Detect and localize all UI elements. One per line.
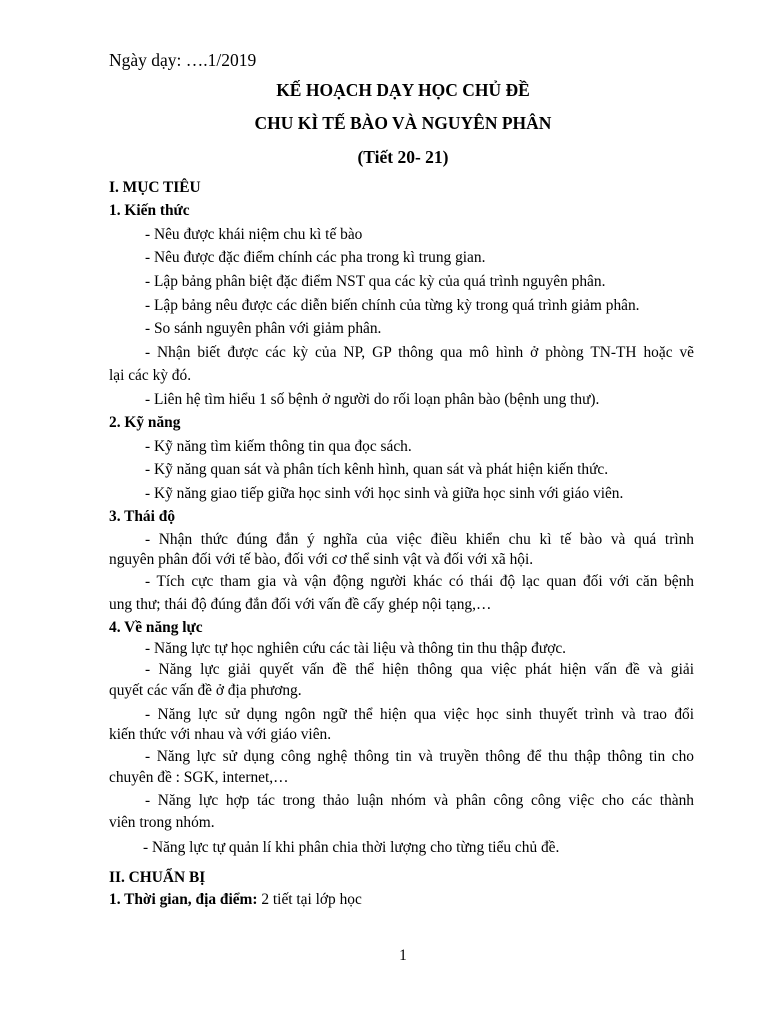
section-heading-objectives: I. MỤC TIÊU — [109, 179, 201, 196]
knowledge-item: - Liên hệ tìm hiểu 1 số bệnh ở người do rối loạn phân bào (bệnh ung thư). — [145, 391, 600, 408]
competence-item-continuation: quyết các vấn đề ở địa phương. — [109, 682, 302, 699]
knowledge-item: - Nêu được khái niệm chu kì tế bào — [145, 226, 363, 243]
competence-item-continuation: chuyên đề : SGK, internet,… — [109, 769, 289, 786]
subheading-skills: 2. Kỹ năng — [109, 414, 181, 431]
competence-item: - Năng lực sử dụng ngôn ngữ thể hiện qua việc học sinh thuyết trình và trao đổi — [145, 706, 694, 723]
subheading-attitude: 3. Thái độ — [109, 508, 176, 525]
competence-item: - Năng lực giải quyết vấn đề thể hiện thông qua việc phát hiện vấn đề và giải — [145, 661, 694, 678]
competence-item: - Năng lực tự quản lí khi phân chia thời lượng cho từng tiểu chủ đề. — [143, 839, 560, 856]
attitude-item-continuation: ung thư; thái độ đúng đắn đối với vấn đề cấy ghép nội tạng,… — [109, 596, 492, 613]
topic-title: CHU KÌ TẾ BÀO VÀ NGUYÊN PHÂN — [254, 113, 552, 133]
attitude-item: - Tích cực tham gia và vận động người khác có thái độ lạc quan đối với căn bệnh — [145, 573, 694, 590]
competence-item-continuation: viên trong nhóm. — [109, 814, 215, 831]
time-place-label: 1. Thời gian, địa điểm: — [109, 891, 258, 908]
competence-item: - Năng lực sử dụng công nghệ thông tin và truyền thông để thu thập thông tin cho — [145, 748, 694, 765]
subheading-knowledge: 1. Kiến thức — [109, 202, 190, 219]
skill-item: - Kỹ năng tìm kiếm thông tin qua đọc sách. — [145, 438, 412, 455]
competence-item-continuation: kiến thức với nhau và với giáo viên. — [109, 726, 332, 743]
competence-item: - Năng lực hợp tác trong thảo luận nhóm và phân công công việc cho các thành — [145, 792, 694, 809]
skill-item: - Kỹ năng giao tiếp giữa học sinh với học sinh và giữa học sinh với giáo viên. — [145, 485, 624, 502]
knowledge-item: - Lập bảng phân biệt đặc điểm NST qua các kỳ của quá trình nguyên phân. — [145, 273, 606, 290]
knowledge-item-continuation: lại các kỳ đó. — [109, 367, 192, 384]
attitude-item: - Nhận thức đúng đắn ý nghĩa của việc điều khiển chu kì tế bào và quá trình — [145, 531, 694, 548]
time-place-line — [109, 890, 694, 910]
knowledge-item: - Lập bảng nêu được các diễn biến chính của từng kỳ trong quá trình giảm phân. — [145, 297, 640, 314]
competence-item: - Năng lực tự học nghiên cứu các tài liệu và thông tin thu thập được. — [145, 640, 567, 657]
knowledge-item: - Nhận biết được các kỳ của NP, GP thông qua mô hình ở phòng TN-TH hoặc vẽ — [145, 344, 694, 361]
section-heading-preparation: II. CHUẨN BỊ — [109, 869, 206, 886]
page-number: 1 — [399, 947, 407, 964]
knowledge-item: - Nêu được đặc điểm chính các pha trong kì trung gian. — [145, 249, 486, 266]
teaching-date: Ngày dạy: ….1/2019 — [109, 50, 257, 70]
document-title: KẾ HOẠCH DẠY HỌC CHỦ ĐỀ — [276, 80, 530, 100]
skill-item: - Kỹ năng quan sát và phân tích kênh hình, quan sát và phát hiện kiến thức. — [145, 461, 609, 478]
time-place-value: 2 tiết tại lớp học — [257, 891, 362, 908]
attitude-item-continuation: nguyên phân đối với tế bào, đối với cơ thể sinh vật và đối với xã hội. — [109, 551, 534, 568]
subheading-competence: 4. Về năng lực — [109, 619, 203, 636]
lesson-period: (Tiết 20- 21) — [357, 147, 449, 167]
knowledge-item: - So sánh nguyên phân với giảm phân. — [145, 320, 382, 337]
